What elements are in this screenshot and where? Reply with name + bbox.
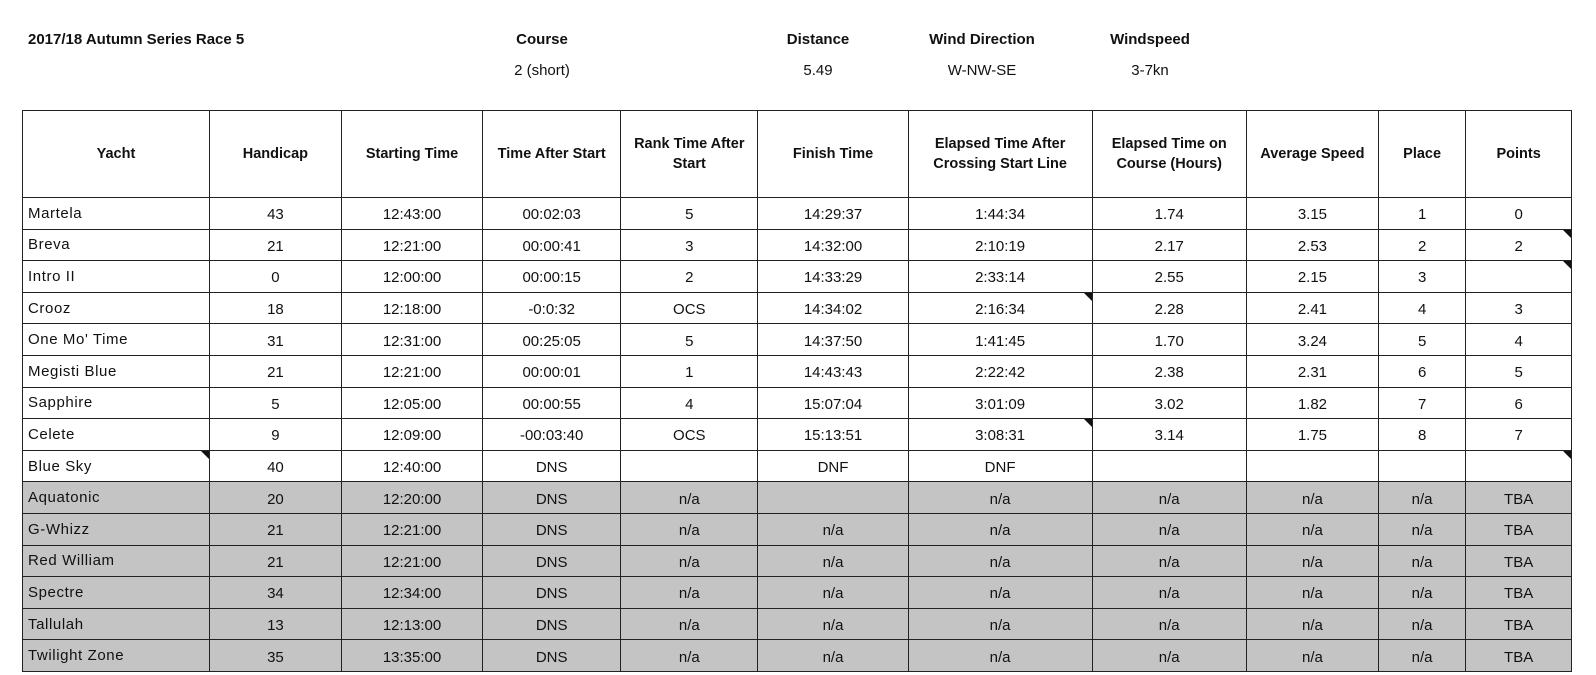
table-cell: 4 — [1466, 324, 1572, 356]
table-cell: 12:31:00 — [341, 324, 482, 356]
table-cell: n/a — [1092, 608, 1246, 640]
yacht-name-cell: Red William — [23, 545, 210, 577]
table-row — [23, 198, 1572, 230]
table-cell: 2:16:34 — [908, 292, 1092, 324]
table-cell: n/a — [908, 545, 1092, 577]
table-cell: n/a — [621, 640, 758, 672]
table-cell: 1 — [1378, 198, 1465, 230]
distance-value: 5.49 — [803, 62, 833, 79]
column-header: Finish Time — [758, 111, 908, 198]
column-header: Average Speed — [1246, 111, 1378, 198]
comment-indicator-icon — [1084, 293, 1092, 301]
table-cell: n/a — [758, 608, 908, 640]
table-row — [23, 608, 1572, 640]
table-cell: 12:34:00 — [341, 577, 482, 609]
table-cell: 1.74 — [1092, 198, 1246, 230]
table-cell: n/a — [1378, 545, 1465, 577]
table-cell: 3.15 — [1246, 198, 1378, 230]
table-cell: n/a — [1246, 608, 1378, 640]
table-row — [23, 545, 1572, 577]
table-cell: 31 — [209, 324, 341, 356]
table-cell: 14:29:37 — [758, 198, 908, 230]
table-cell: n/a — [758, 640, 908, 672]
table-cell: TBA — [1466, 545, 1572, 577]
table-cell: 12:18:00 — [341, 292, 482, 324]
table-row — [23, 324, 1572, 356]
table-row — [23, 292, 1572, 324]
table-cell: 5 — [1466, 355, 1572, 387]
table-cell: 7 — [1466, 419, 1572, 451]
table-cell — [1378, 450, 1465, 482]
table-cell: n/a — [1092, 482, 1246, 514]
yacht-name-cell: Intro II — [23, 261, 210, 293]
table-row — [23, 387, 1572, 419]
table-cell: 8 — [1378, 419, 1465, 451]
table-cell: n/a — [1092, 577, 1246, 609]
column-header: Elapsed Time on Course (Hours) — [1092, 111, 1246, 198]
table-cell: 12:21:00 — [341, 513, 482, 545]
table-cell — [1466, 450, 1572, 482]
table-cell: n/a — [621, 482, 758, 514]
comment-indicator-icon — [1084, 419, 1092, 427]
table-cell: 0 — [209, 261, 341, 293]
table-cell: n/a — [1246, 513, 1378, 545]
table-cell: 4 — [621, 387, 758, 419]
comment-indicator-icon — [1563, 261, 1571, 269]
yacht-name-cell: Spectre — [23, 577, 210, 609]
course-value: 2 (short) — [514, 62, 570, 79]
race-title: 2017/18 Autumn Series Race 5 — [28, 31, 245, 48]
table-cell: 12:21:00 — [341, 545, 482, 577]
table-cell: 2 — [621, 261, 758, 293]
table-cell: 3 — [1378, 261, 1465, 293]
header-row — [23, 111, 1572, 198]
table-cell: 34 — [209, 577, 341, 609]
table-cell: n/a — [1092, 640, 1246, 672]
table-cell: 00:25:05 — [483, 324, 621, 356]
table-cell: 14:37:50 — [758, 324, 908, 356]
table-cell: n/a — [1246, 482, 1378, 514]
table-cell: n/a — [758, 545, 908, 577]
table-cell: n/a — [758, 513, 908, 545]
table-cell: 3.02 — [1092, 387, 1246, 419]
table-cell: 00:00:01 — [483, 355, 621, 387]
table-cell: 2.38 — [1092, 355, 1246, 387]
table-cell: DNS — [483, 608, 621, 640]
yacht-name-cell: G-Whizz — [23, 513, 210, 545]
table-cell: n/a — [1092, 545, 1246, 577]
table-cell: 12:21:00 — [341, 229, 482, 261]
column-header: Starting Time — [341, 111, 482, 198]
yacht-name-cell: Twilight Zone — [23, 640, 210, 672]
table-cell: 4 — [1378, 292, 1465, 324]
table-cell: 12:05:00 — [341, 387, 482, 419]
column-header: Elapsed Time After Crossing Start Line — [908, 111, 1092, 198]
table-cell: 12:21:00 — [341, 355, 482, 387]
table-cell: 35 — [209, 640, 341, 672]
table-cell: 13:35:00 — [341, 640, 482, 672]
table-cell: 00:00:41 — [483, 229, 621, 261]
table-cell: 21 — [209, 229, 341, 261]
table-cell: 21 — [209, 545, 341, 577]
table-cell: DNS — [483, 450, 621, 482]
distance-label: Distance — [786, 31, 850, 48]
yacht-name-cell: Blue Sky — [23, 450, 210, 482]
table-cell: 1.82 — [1246, 387, 1378, 419]
table-cell: 12:13:00 — [341, 608, 482, 640]
table-row — [23, 640, 1572, 672]
comment-indicator-icon — [201, 451, 209, 459]
column-header: Handicap — [209, 111, 341, 198]
table-cell: TBA — [1466, 513, 1572, 545]
comment-indicator-icon — [1563, 451, 1571, 459]
table-cell: 43 — [209, 198, 341, 230]
table-cell: DNF — [758, 450, 908, 482]
table-cell: 15:07:04 — [758, 387, 908, 419]
table-cell: 1 — [621, 355, 758, 387]
table-cell: 2.28 — [1092, 292, 1246, 324]
table-cell — [758, 482, 908, 514]
table-cell: 14:33:29 — [758, 261, 908, 293]
column-header: Time After Start — [483, 111, 621, 198]
yacht-name-cell: Martela — [23, 198, 210, 230]
table-row — [23, 261, 1572, 293]
table-cell: 5 — [209, 387, 341, 419]
table-cell: 14:34:02 — [758, 292, 908, 324]
table-cell — [1092, 450, 1246, 482]
table-cell: 3.14 — [1092, 419, 1246, 451]
table-cell: 2.15 — [1246, 261, 1378, 293]
table-cell: 5 — [621, 324, 758, 356]
table-cell: 12:20:00 — [341, 482, 482, 514]
table-cell: 00:02:03 — [483, 198, 621, 230]
windspeed-label: Windspeed — [1110, 31, 1190, 48]
table-cell: n/a — [1378, 640, 1465, 672]
table-cell: n/a — [1378, 608, 1465, 640]
table-cell: 14:32:00 — [758, 229, 908, 261]
table-cell — [621, 450, 758, 482]
yacht-name-cell: Breva — [23, 229, 210, 261]
table-cell: DNS — [483, 577, 621, 609]
table-cell: 2.17 — [1092, 229, 1246, 261]
table-cell: 2:22:42 — [908, 355, 1092, 387]
table-cell: TBA — [1466, 640, 1572, 672]
table-cell — [1246, 450, 1378, 482]
table-cell: n/a — [1092, 513, 1246, 545]
results-table — [22, 110, 1572, 672]
table-cell: OCS — [621, 419, 758, 451]
yacht-name-cell: One Mo' Time — [23, 324, 210, 356]
table-row — [23, 229, 1572, 261]
table-row — [23, 450, 1572, 482]
table-row — [23, 355, 1572, 387]
table-cell: n/a — [908, 482, 1092, 514]
table-cell: n/a — [1378, 482, 1465, 514]
table-cell: 1:41:45 — [908, 324, 1092, 356]
table-cell: TBA — [1466, 608, 1572, 640]
table-cell: n/a — [621, 608, 758, 640]
table-cell: n/a — [758, 577, 908, 609]
table-cell: n/a — [1246, 577, 1378, 609]
table-cell: DNS — [483, 640, 621, 672]
table-cell: 2:33:14 — [908, 261, 1092, 293]
table-row — [23, 419, 1572, 451]
table-cell: 1.75 — [1246, 419, 1378, 451]
wind-direction-label: Wind Direction — [929, 31, 1035, 48]
table-cell: n/a — [1246, 545, 1378, 577]
comment-indicator-icon — [1563, 230, 1571, 238]
table-cell: 40 — [209, 450, 341, 482]
table-cell: 5 — [1378, 324, 1465, 356]
table-row — [23, 577, 1572, 609]
table-cell: 2.31 — [1246, 355, 1378, 387]
table-cell: n/a — [621, 577, 758, 609]
table-cell: 21 — [209, 513, 341, 545]
table-cell: 2.55 — [1092, 261, 1246, 293]
table-cell: 2:10:19 — [908, 229, 1092, 261]
table-cell: 7 — [1378, 387, 1465, 419]
table-cell: n/a — [1378, 577, 1465, 609]
table-cell: 3:08:31 — [908, 419, 1092, 451]
yacht-name-cell: Tallulah — [23, 608, 210, 640]
column-header: Yacht — [23, 111, 210, 198]
table-cell: 2.41 — [1246, 292, 1378, 324]
table-cell: 2.53 — [1246, 229, 1378, 261]
column-header: Points — [1466, 111, 1572, 198]
table-cell: 12:09:00 — [341, 419, 482, 451]
table-cell: 3.24 — [1246, 324, 1378, 356]
table-cell: 12:00:00 — [341, 261, 482, 293]
table-cell: n/a — [621, 513, 758, 545]
table-cell: 14:43:43 — [758, 355, 908, 387]
table-cell: 20 — [209, 482, 341, 514]
table-row — [23, 513, 1572, 545]
table-cell: 21 — [209, 355, 341, 387]
table-cell: 6 — [1378, 355, 1465, 387]
table-cell: -00:03:40 — [483, 419, 621, 451]
table-row — [23, 482, 1572, 514]
table-cell: n/a — [1378, 513, 1465, 545]
table-cell: n/a — [621, 545, 758, 577]
yacht-name-cell: Sapphire — [23, 387, 210, 419]
table-cell: -0:0:32 — [483, 292, 621, 324]
table-cell: 15:13:51 — [758, 419, 908, 451]
table-cell: 6 — [1466, 387, 1572, 419]
wind-direction-value: W-NW-SE — [947, 62, 1017, 79]
table-cell: OCS — [621, 292, 758, 324]
table-cell: TBA — [1466, 482, 1572, 514]
table-cell: 13 — [209, 608, 341, 640]
table-cell: 12:40:00 — [341, 450, 482, 482]
table-cell: 00:00:15 — [483, 261, 621, 293]
column-header: Place — [1378, 111, 1465, 198]
table-cell: 0 — [1466, 198, 1572, 230]
table-cell: n/a — [908, 577, 1092, 609]
table-cell: n/a — [908, 513, 1092, 545]
yacht-name-cell: Aquatonic — [23, 482, 210, 514]
table-cell: 9 — [209, 419, 341, 451]
course-label: Course — [516, 31, 568, 48]
windspeed-value: 3-7kn — [1131, 62, 1169, 79]
table-cell: 2 — [1466, 229, 1572, 261]
table-cell: DNF — [908, 450, 1092, 482]
yacht-name-cell: Megisti Blue — [23, 355, 210, 387]
table-cell: n/a — [908, 640, 1092, 672]
table-cell: 1:44:34 — [908, 198, 1092, 230]
table-cell: DNS — [483, 482, 621, 514]
table-cell: DNS — [483, 545, 621, 577]
table-cell: DNS — [483, 513, 621, 545]
table-cell: n/a — [908, 608, 1092, 640]
table-cell: 2 — [1378, 229, 1465, 261]
table-cell: 18 — [209, 292, 341, 324]
table-cell: n/a — [1246, 640, 1378, 672]
table-cell: 3 — [621, 229, 758, 261]
table-cell: 00:00:55 — [483, 387, 621, 419]
table-cell: 1.70 — [1092, 324, 1246, 356]
table-cell — [1466, 261, 1572, 293]
table-cell: 3:01:09 — [908, 387, 1092, 419]
table-cell: TBA — [1466, 577, 1572, 609]
table-cell: 5 — [621, 198, 758, 230]
column-header: Rank Time After Start — [621, 111, 758, 198]
yacht-name-cell: Celete — [23, 419, 210, 451]
yacht-name-cell: Crooz — [23, 292, 210, 324]
table-cell: 12:43:00 — [341, 198, 482, 230]
table-cell: 3 — [1466, 292, 1572, 324]
